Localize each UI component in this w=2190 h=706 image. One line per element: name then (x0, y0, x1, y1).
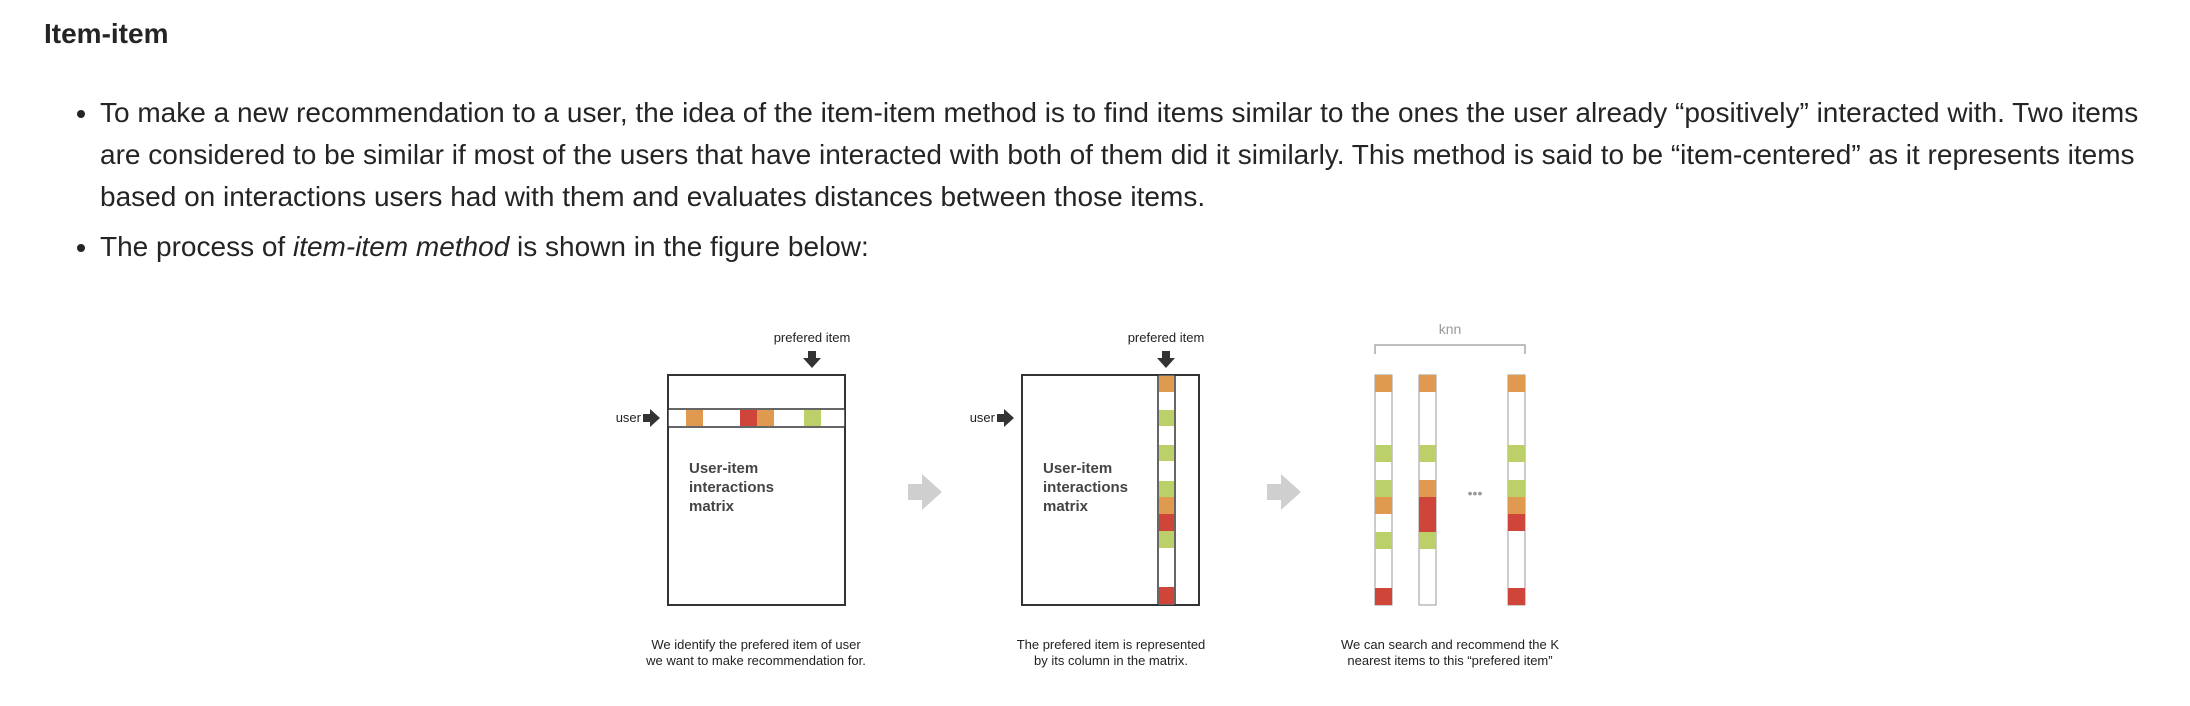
bullet-text-after: is shown in the figure below: (509, 231, 869, 262)
ellipsis-more: ••• (1467, 485, 1483, 501)
matrix-label-line: matrix (689, 498, 735, 515)
matrix-cell (1508, 480, 1525, 497)
neighbor-column (1375, 375, 1392, 605)
neighbor-column (1508, 375, 1525, 605)
matrix-cell (1159, 497, 1174, 514)
caption-line: by its column in the matrix. (1034, 653, 1188, 668)
matrix-cell (1159, 514, 1174, 531)
caption-line: we want to make recommendation for. (646, 653, 866, 668)
matrix-cell (1419, 445, 1436, 462)
matrix-label-line: interactions (689, 479, 775, 496)
matrix-cell (1419, 375, 1436, 392)
matrix-label-line: User-item (689, 460, 759, 477)
matrix-label-line: interactions (1043, 479, 1129, 496)
preferred-item-label: prefered item (1127, 330, 1205, 345)
matrix-cell (740, 410, 757, 426)
matrix-cell (1375, 480, 1392, 497)
caption-line: We can search and recommend the K (1341, 637, 1559, 652)
arrow-down-icon (1157, 351, 1175, 368)
matrix-cell (1159, 531, 1174, 548)
matrix-cell (1375, 445, 1392, 462)
flow-arrow-icon (1267, 474, 1301, 510)
caption-line: We identify the prefered item of user (651, 637, 861, 652)
user-label: user (615, 410, 641, 425)
arrow-right-icon (643, 409, 660, 427)
matrix-label-line: User-item (1043, 460, 1113, 477)
knn-bracket (1375, 345, 1525, 354)
arrow-right-icon (997, 409, 1014, 427)
matrix-cell (1159, 587, 1174, 604)
bullet-text-before: The process of (100, 231, 293, 262)
matrix-cell (1375, 532, 1392, 549)
knn-label: knn (1438, 321, 1462, 337)
bullet-item-description (100, 92, 2180, 218)
matrix-cell (1159, 376, 1174, 392)
matrix-cell (1159, 481, 1174, 497)
section-heading: Item-item (44, 18, 169, 49)
panel-identify-preferred-item (616, 330, 866, 668)
caption-line: nearest items to this “prefered item” (1347, 653, 1553, 668)
neighbor-column (1419, 375, 1436, 605)
matrix-cell (1375, 375, 1392, 392)
matrix-label-line: matrix (1043, 498, 1089, 515)
preferred-item-label: prefered item (773, 330, 851, 345)
panel-preferred-item-column (970, 330, 1206, 668)
matrix-cell (1508, 588, 1525, 605)
matrix-cell (1375, 497, 1392, 514)
matrix-cell (1508, 497, 1525, 514)
bullet-list (68, 92, 2180, 276)
matrix-cell (1419, 480, 1436, 497)
item-item-figure (600, 318, 1580, 678)
matrix-cell (1159, 445, 1174, 461)
matrix-cell (1159, 410, 1174, 426)
matrix-cell (757, 410, 774, 426)
matrix-cell (1508, 514, 1525, 531)
matrix-cell (1508, 375, 1525, 392)
matrix-cell (1419, 497, 1436, 532)
matrix-cell (1375, 588, 1392, 605)
matrix-cell (1508, 445, 1525, 462)
panel-knn-items (1341, 321, 1559, 668)
arrow-down-icon (803, 351, 821, 368)
bullet-text: To make a new recommendation to a user, the idea of the item-item method is to find items similar to the ones the user already “positively” interacted with. Two items are considered to be similar if most of the users that have interacted with both of them did it similarly. This method is said to be “item-centered” as it represents items based on interactions users had with them and evaluates distances between those items. (100, 97, 2139, 212)
user-label: user (969, 410, 995, 425)
matrix-cell (804, 410, 821, 426)
matrix-cell (1419, 532, 1436, 549)
bullet-item-process (100, 226, 2180, 268)
caption-line: The prefered item is represented (1016, 637, 1206, 652)
bullet-text-emphasis: item-item method (292, 231, 510, 262)
flow-arrow-icon (908, 474, 942, 510)
matrix-cell (686, 410, 703, 426)
